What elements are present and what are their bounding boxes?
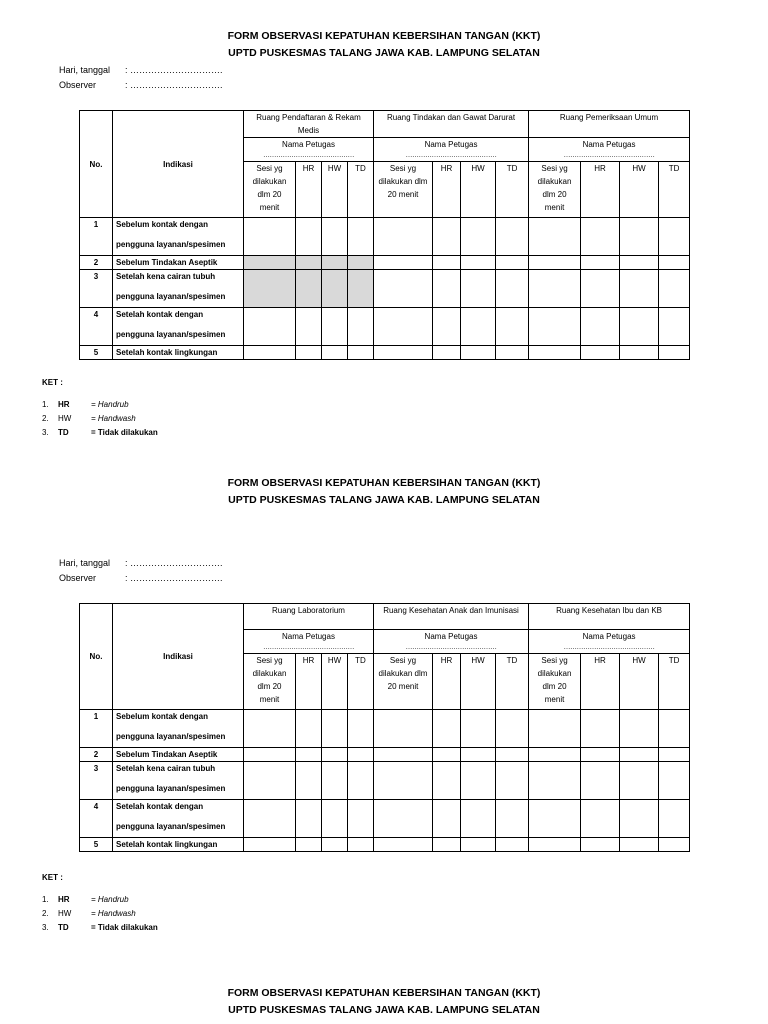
entry-cell[interactable] bbox=[461, 218, 496, 256]
entry-cell[interactable] bbox=[496, 762, 529, 800]
legend-title: KET : bbox=[42, 378, 63, 387]
entry-cell[interactable] bbox=[348, 838, 374, 852]
entry-cell[interactable] bbox=[433, 800, 461, 838]
entry-cell[interactable] bbox=[374, 762, 433, 800]
entry-cell[interactable] bbox=[496, 346, 529, 360]
entry-cell[interactable] bbox=[620, 308, 659, 346]
entry-cell[interactable] bbox=[620, 346, 659, 360]
nama-petugas-label: Nama Petugas bbox=[582, 140, 636, 149]
table-row bbox=[80, 256, 690, 270]
td-header: TD bbox=[659, 162, 690, 218]
hr-header: HR bbox=[433, 162, 461, 218]
hari-tanggal-value: : …………………………. bbox=[125, 65, 223, 75]
entry-cell[interactable] bbox=[374, 308, 433, 346]
legend-item bbox=[42, 412, 158, 426]
observer-value: : …………………………. bbox=[125, 80, 223, 90]
legend-number: 1. bbox=[42, 895, 49, 904]
legend-code: HR bbox=[58, 895, 70, 904]
hw-header: HW bbox=[620, 654, 659, 710]
entry-cell[interactable] bbox=[529, 748, 581, 762]
indikasi-text-2: pengguna layanan/spesimen bbox=[116, 240, 226, 249]
observer-line bbox=[59, 571, 223, 585]
entry-cell[interactable] bbox=[659, 218, 690, 256]
row-number: 2 bbox=[80, 256, 113, 270]
indikasi-text: Setelah kontak dengan bbox=[116, 310, 204, 319]
nama-petugas-label: Nama Petugas bbox=[424, 140, 478, 149]
entry-cell[interactable] bbox=[433, 256, 461, 270]
entry-cell[interactable] bbox=[322, 710, 348, 748]
hari-tanggal-label: Hari, tanggal bbox=[59, 558, 111, 568]
entry-cell[interactable] bbox=[322, 748, 348, 762]
row-number: 4 bbox=[80, 800, 113, 838]
entry-cell[interactable] bbox=[620, 800, 659, 838]
entry-cell[interactable] bbox=[529, 256, 581, 270]
entry-cell[interactable] bbox=[348, 346, 374, 360]
entry-cell[interactable] bbox=[581, 218, 620, 256]
entry-cell[interactable] bbox=[659, 762, 690, 800]
entry-cell[interactable] bbox=[374, 270, 433, 308]
row-number: 5 bbox=[80, 346, 113, 360]
legend-code: TD bbox=[58, 428, 69, 437]
nama-petugas-blank: …………………………………… bbox=[563, 644, 655, 651]
entry-cell[interactable] bbox=[659, 346, 690, 360]
entry-cell[interactable] bbox=[659, 308, 690, 346]
form-subtitle: UPTD PUSKESMAS TALANG JAWA KAB. LAMPUNG SELATAN bbox=[228, 1004, 540, 1016]
hw-header: HW bbox=[322, 654, 348, 710]
entry-cell[interactable] bbox=[581, 838, 620, 852]
td-header: TD bbox=[348, 654, 374, 710]
nama-petugas-blank: …………………………………… bbox=[405, 152, 497, 159]
entry-cell[interactable] bbox=[322, 346, 348, 360]
table-row bbox=[80, 748, 690, 762]
td-header: TD bbox=[496, 162, 529, 218]
legend-number: 3. bbox=[42, 923, 49, 932]
nama-petugas-cell bbox=[529, 630, 690, 654]
entry-cell[interactable] bbox=[374, 346, 433, 360]
td-header: TD bbox=[659, 654, 690, 710]
indikasi-cell: Sebelum Tindakan Aseptik bbox=[113, 748, 244, 762]
observation-table bbox=[79, 603, 690, 852]
table-row bbox=[80, 308, 690, 346]
entry-cell[interactable] bbox=[581, 710, 620, 748]
entry-cell[interactable] bbox=[496, 270, 529, 308]
entry-cell[interactable] bbox=[244, 838, 296, 852]
nama-petugas-blank: …………………………………… bbox=[263, 644, 354, 651]
entry-cell[interactable] bbox=[348, 762, 374, 800]
entry-cell[interactable] bbox=[581, 748, 620, 762]
indikasi-text-2: pengguna layanan/spesimen bbox=[116, 822, 226, 831]
table-row bbox=[80, 800, 690, 838]
sesi-header: Sesi yg dilakukan dlm 20 menit bbox=[244, 162, 296, 218]
shaded-cell bbox=[348, 256, 374, 270]
entry-cell[interactable] bbox=[296, 762, 322, 800]
observation-table bbox=[79, 110, 690, 360]
table-row bbox=[80, 270, 690, 308]
observer-value: : …………………………. bbox=[125, 573, 223, 583]
legend-item bbox=[42, 398, 158, 412]
entry-cell[interactable] bbox=[496, 218, 529, 256]
form-title: FORM OBSERVASI KEPATUHAN KEBERSIHAN TANGAN (KKT) bbox=[227, 30, 541, 42]
td-header: TD bbox=[496, 654, 529, 710]
hari-tanggal-value: : …………………………. bbox=[125, 558, 223, 568]
hr-header: HR bbox=[433, 654, 461, 710]
entry-cell[interactable] bbox=[244, 800, 296, 838]
indikasi-text: Sebelum kontak dengan bbox=[116, 220, 209, 229]
indikasi-text: Sebelum kontak dengan bbox=[116, 712, 209, 721]
entry-cell[interactable] bbox=[581, 346, 620, 360]
entry-cell[interactable] bbox=[374, 838, 433, 852]
entry-cell[interactable] bbox=[529, 218, 581, 256]
entry-cell[interactable] bbox=[322, 800, 348, 838]
entry-cell[interactable] bbox=[529, 800, 581, 838]
header-indikasi: Indikasi bbox=[113, 111, 244, 218]
entry-cell[interactable] bbox=[620, 218, 659, 256]
nama-petugas-blank: …………………………………… bbox=[563, 152, 655, 159]
observer-line bbox=[59, 78, 223, 92]
hw-header: HW bbox=[461, 654, 496, 710]
indikasi-cell: Setelah kontak lingkungan bbox=[113, 838, 244, 852]
entry-cell[interactable] bbox=[433, 762, 461, 800]
entry-cell[interactable] bbox=[244, 748, 296, 762]
hr-header: HR bbox=[296, 654, 322, 710]
shaded-cell bbox=[244, 270, 296, 308]
row-number: 1 bbox=[80, 710, 113, 748]
hr-header: HR bbox=[581, 654, 620, 710]
entry-cell[interactable] bbox=[529, 838, 581, 852]
entry-cell[interactable] bbox=[374, 800, 433, 838]
shaded-cell bbox=[322, 256, 348, 270]
legend-code: HR bbox=[58, 400, 70, 409]
entry-cell[interactable] bbox=[433, 270, 461, 308]
room-header: Ruang Pendaftaran & Rekam Medis bbox=[244, 111, 374, 138]
entry-cell[interactable] bbox=[496, 256, 529, 270]
entry-cell[interactable] bbox=[244, 710, 296, 748]
shaded-cell bbox=[322, 270, 348, 308]
entry-cell[interactable] bbox=[296, 346, 322, 360]
entry-cell[interactable] bbox=[433, 346, 461, 360]
entry-cell[interactable] bbox=[244, 762, 296, 800]
entry-cell[interactable] bbox=[529, 270, 581, 308]
entry-cell[interactable] bbox=[322, 308, 348, 346]
nama-petugas-blank: …………………………………… bbox=[263, 152, 354, 159]
sesi-header: Sesi yg dilakukan dlm 20 menit bbox=[529, 162, 581, 218]
entry-cell[interactable] bbox=[496, 710, 529, 748]
sesi-header: Sesi yg dilakukan dlm 20 menit bbox=[244, 654, 296, 710]
indikasi-text-2: pengguna layanan/spesimen bbox=[116, 292, 226, 301]
indikasi-cell bbox=[113, 762, 244, 800]
indikasi-cell: Setelah kontak lingkungan bbox=[113, 346, 244, 360]
form-title: FORM OBSERVASI KEPATUHAN KEBERSIHAN TANGAN (KKT) bbox=[227, 477, 541, 489]
entry-cell[interactable] bbox=[374, 218, 433, 256]
entry-cell[interactable] bbox=[461, 346, 496, 360]
hw-header: HW bbox=[322, 162, 348, 218]
room-header: Ruang Tindakan dan Gawat Darurat bbox=[374, 111, 529, 138]
legend-desc: = Handrub bbox=[91, 895, 129, 904]
entry-cell[interactable] bbox=[620, 838, 659, 852]
entry-cell[interactable] bbox=[461, 270, 496, 308]
entry-cell[interactable] bbox=[496, 800, 529, 838]
indikasi-text: Setelah kena cairan tubuh bbox=[116, 272, 216, 281]
indikasi-cell bbox=[113, 308, 244, 346]
entry-cell[interactable] bbox=[348, 710, 374, 748]
entry-cell[interactable] bbox=[581, 762, 620, 800]
row-number: 4 bbox=[80, 308, 113, 346]
entry-cell[interactable] bbox=[374, 748, 433, 762]
indikasi-cell bbox=[113, 218, 244, 256]
indikasi-cell: Sebelum Tindakan Aseptik bbox=[113, 256, 244, 270]
entry-cell[interactable] bbox=[322, 838, 348, 852]
sesi-header: Sesi yg dilakukan dlm 20 menit bbox=[529, 654, 581, 710]
indikasi-text: Setelah kontak dengan bbox=[116, 802, 204, 811]
entry-cell[interactable] bbox=[529, 308, 581, 346]
row-number: 5 bbox=[80, 838, 113, 852]
row-number: 1 bbox=[80, 218, 113, 256]
indikasi-cell bbox=[113, 800, 244, 838]
indikasi-text: Setelah kena cairan tubuh bbox=[116, 764, 216, 773]
entry-cell[interactable] bbox=[581, 270, 620, 308]
hr-header: HR bbox=[296, 162, 322, 218]
entry-cell[interactable] bbox=[433, 218, 461, 256]
nama-petugas-cell bbox=[244, 630, 374, 654]
nama-petugas-label: Nama Petugas bbox=[424, 632, 478, 641]
hari-tanggal-line bbox=[59, 556, 223, 570]
nama-petugas-label: Nama Petugas bbox=[582, 632, 636, 641]
sesi-header: Sesi yg dilakukan dlm 20 menit bbox=[374, 162, 433, 218]
observer-label: Observer bbox=[59, 80, 97, 90]
legend-desc: = Handrub bbox=[91, 400, 129, 409]
hw-header: HW bbox=[461, 162, 496, 218]
legend-number: 1. bbox=[42, 400, 49, 409]
observer-label: Observer bbox=[59, 573, 97, 583]
shaded-cell bbox=[348, 270, 374, 308]
entry-cell[interactable] bbox=[348, 218, 374, 256]
nama-petugas-label: Nama Petugas bbox=[282, 632, 335, 641]
header-no: No. bbox=[80, 604, 113, 710]
legend-desc: = Tidak dilakukan bbox=[91, 428, 158, 437]
entry-cell[interactable] bbox=[461, 800, 496, 838]
entry-cell[interactable] bbox=[496, 308, 529, 346]
entry-cell[interactable] bbox=[581, 256, 620, 270]
entry-cell[interactable] bbox=[296, 218, 322, 256]
nama-petugas-label: Nama Petugas bbox=[282, 140, 335, 149]
entry-cell[interactable] bbox=[496, 838, 529, 852]
legend-number: 2. bbox=[42, 909, 49, 918]
form-subtitle: UPTD PUSKESMAS TALANG JAWA KAB. LAMPUNG SELATAN bbox=[228, 47, 540, 59]
table-row bbox=[80, 710, 690, 748]
nama-petugas-cell bbox=[529, 138, 690, 162]
entry-cell[interactable] bbox=[581, 308, 620, 346]
entry-cell[interactable] bbox=[433, 308, 461, 346]
header-indikasi: Indikasi bbox=[113, 604, 244, 710]
indikasi-cell bbox=[113, 270, 244, 308]
legend-code: HW bbox=[58, 909, 72, 918]
entry-cell[interactable] bbox=[461, 838, 496, 852]
legend-item bbox=[42, 907, 158, 921]
entry-cell[interactable] bbox=[461, 762, 496, 800]
entry-cell[interactable] bbox=[659, 748, 690, 762]
legend-code: HW bbox=[58, 414, 72, 423]
entry-cell[interactable] bbox=[659, 270, 690, 308]
entry-cell[interactable] bbox=[529, 710, 581, 748]
entry-cell[interactable] bbox=[322, 762, 348, 800]
entry-cell[interactable] bbox=[461, 748, 496, 762]
hr-header: HR bbox=[581, 162, 620, 218]
legend-desc: = Handwash bbox=[91, 414, 136, 423]
hari-tanggal-label: Hari, tanggal bbox=[59, 65, 111, 75]
form-title: FORM OBSERVASI KEPATUHAN KEBERSIHAN TANGAN (KKT) bbox=[227, 987, 541, 999]
table-row bbox=[80, 838, 690, 852]
entry-cell[interactable] bbox=[348, 748, 374, 762]
entry-cell[interactable] bbox=[461, 308, 496, 346]
entry-cell[interactable] bbox=[659, 838, 690, 852]
entry-cell[interactable] bbox=[620, 748, 659, 762]
indikasi-text-2: pengguna layanan/spesimen bbox=[116, 330, 226, 339]
legend-number: 2. bbox=[42, 414, 49, 423]
entry-cell[interactable] bbox=[296, 710, 322, 748]
entry-cell[interactable] bbox=[244, 346, 296, 360]
entry-cell[interactable] bbox=[433, 748, 461, 762]
td-header: TD bbox=[348, 162, 374, 218]
indikasi-cell bbox=[113, 710, 244, 748]
entry-cell[interactable] bbox=[322, 218, 348, 256]
entry-cell[interactable] bbox=[659, 710, 690, 748]
entry-cell[interactable] bbox=[529, 762, 581, 800]
shaded-cell bbox=[296, 256, 322, 270]
entry-cell[interactable] bbox=[296, 838, 322, 852]
entry-cell[interactable] bbox=[296, 800, 322, 838]
sesi-header: Sesi yg dilakukan dlm 20 menit bbox=[374, 654, 433, 710]
entry-cell[interactable] bbox=[529, 346, 581, 360]
hari-tanggal-line bbox=[59, 63, 223, 77]
entry-cell[interactable] bbox=[620, 256, 659, 270]
legend-title: KET : bbox=[42, 873, 63, 882]
entry-cell[interactable] bbox=[374, 710, 433, 748]
entry-cell[interactable] bbox=[433, 710, 461, 748]
entry-cell[interactable] bbox=[348, 308, 374, 346]
entry-cell[interactable] bbox=[659, 256, 690, 270]
header-no: No. bbox=[80, 111, 113, 218]
nama-petugas-cell bbox=[244, 138, 374, 162]
room-header: Ruang Kesehatan Anak dan Imunisasi bbox=[374, 604, 529, 630]
row-number: 3 bbox=[80, 762, 113, 800]
row-number: 2 bbox=[80, 748, 113, 762]
entry-cell[interactable] bbox=[581, 800, 620, 838]
entry-cell[interactable] bbox=[461, 256, 496, 270]
legend-number: 3. bbox=[42, 428, 49, 437]
entry-cell[interactable] bbox=[461, 710, 496, 748]
row-number: 3 bbox=[80, 270, 113, 308]
entry-cell[interactable] bbox=[620, 710, 659, 748]
legend-item bbox=[42, 921, 158, 935]
table-row bbox=[80, 218, 690, 256]
entry-cell[interactable] bbox=[244, 218, 296, 256]
entry-cell[interactable] bbox=[433, 838, 461, 852]
nama-petugas-cell bbox=[374, 630, 529, 654]
room-header: Ruang Pemeriksaan Umum bbox=[529, 111, 690, 138]
legend-desc: = Handwash bbox=[91, 909, 136, 918]
shaded-cell bbox=[296, 270, 322, 308]
entry-cell[interactable] bbox=[244, 308, 296, 346]
entry-cell[interactable] bbox=[296, 748, 322, 762]
legend-code: TD bbox=[58, 923, 69, 932]
entry-cell[interactable] bbox=[348, 800, 374, 838]
nama-petugas-cell bbox=[374, 138, 529, 162]
table-row bbox=[80, 346, 690, 360]
shaded-cell bbox=[244, 256, 296, 270]
entry-cell[interactable] bbox=[620, 270, 659, 308]
legend-item bbox=[42, 893, 158, 907]
entry-cell[interactable] bbox=[620, 762, 659, 800]
table-row bbox=[80, 762, 690, 800]
room-header: Ruang Laboratorium bbox=[244, 604, 374, 630]
entry-cell[interactable] bbox=[296, 308, 322, 346]
legend bbox=[42, 871, 158, 935]
entry-cell[interactable] bbox=[496, 748, 529, 762]
entry-cell[interactable] bbox=[374, 256, 433, 270]
entry-cell[interactable] bbox=[659, 800, 690, 838]
hw-header: HW bbox=[620, 162, 659, 218]
legend-desc: = Tidak dilakukan bbox=[91, 923, 158, 932]
indikasi-text-2: pengguna layanan/spesimen bbox=[116, 732, 226, 741]
legend-item bbox=[42, 426, 158, 440]
indikasi-text-2: pengguna layanan/spesimen bbox=[116, 784, 226, 793]
legend bbox=[42, 376, 158, 440]
form-subtitle: UPTD PUSKESMAS TALANG JAWA KAB. LAMPUNG SELATAN bbox=[228, 494, 540, 506]
nama-petugas-blank: …………………………………… bbox=[405, 644, 497, 651]
room-header: Ruang Kesehatan Ibu dan KB bbox=[529, 604, 690, 630]
